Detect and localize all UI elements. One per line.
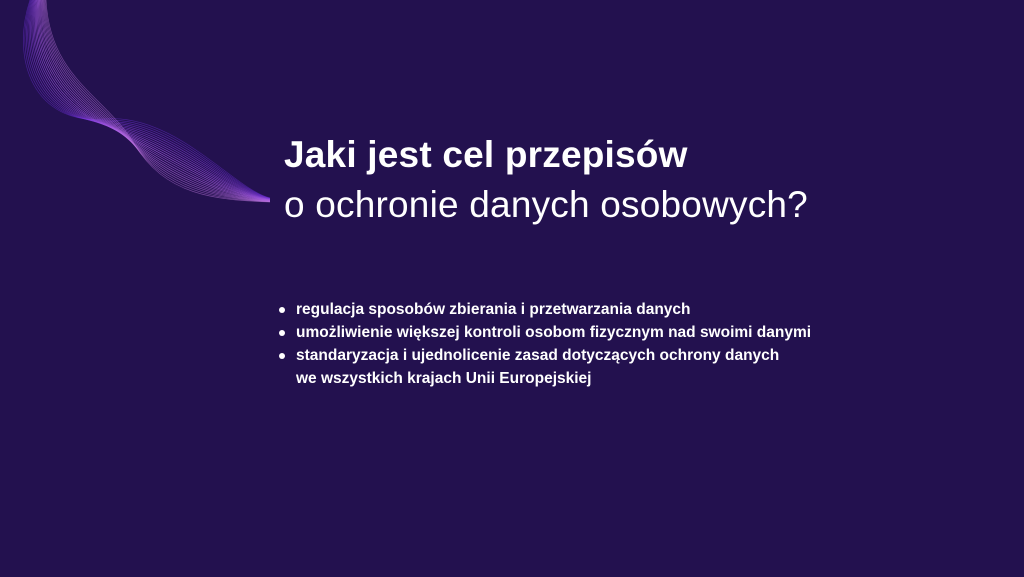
bullet-text: regulacja sposobów zbierania i przetwarzania danych (296, 301, 691, 318)
title-line-bold: Jaki jest cel przepisów (284, 134, 688, 175)
bullet-dot-icon (279, 330, 285, 336)
bullet-text-continuation: we wszystkich krajach Unii Europejskiej (296, 370, 592, 387)
slide-title (284, 130, 984, 230)
title-line-regular: o ochronie danych osobowych? (284, 184, 808, 225)
bullet-text: standaryzacja i ujednolicenie zasad dotyczących ochrony danych (296, 347, 780, 364)
bullet-dot-icon (279, 353, 285, 359)
bullet-item (278, 321, 978, 344)
bullet-dot-icon (279, 307, 285, 313)
bullet-item (278, 298, 978, 321)
wave-lines-icon (0, 0, 300, 230)
bullet-list (278, 298, 978, 390)
bullet-item (278, 344, 978, 390)
bullet-text: umożliwienie większej kontroli osobom fizycznym nad swoimi danymi (296, 324, 812, 341)
